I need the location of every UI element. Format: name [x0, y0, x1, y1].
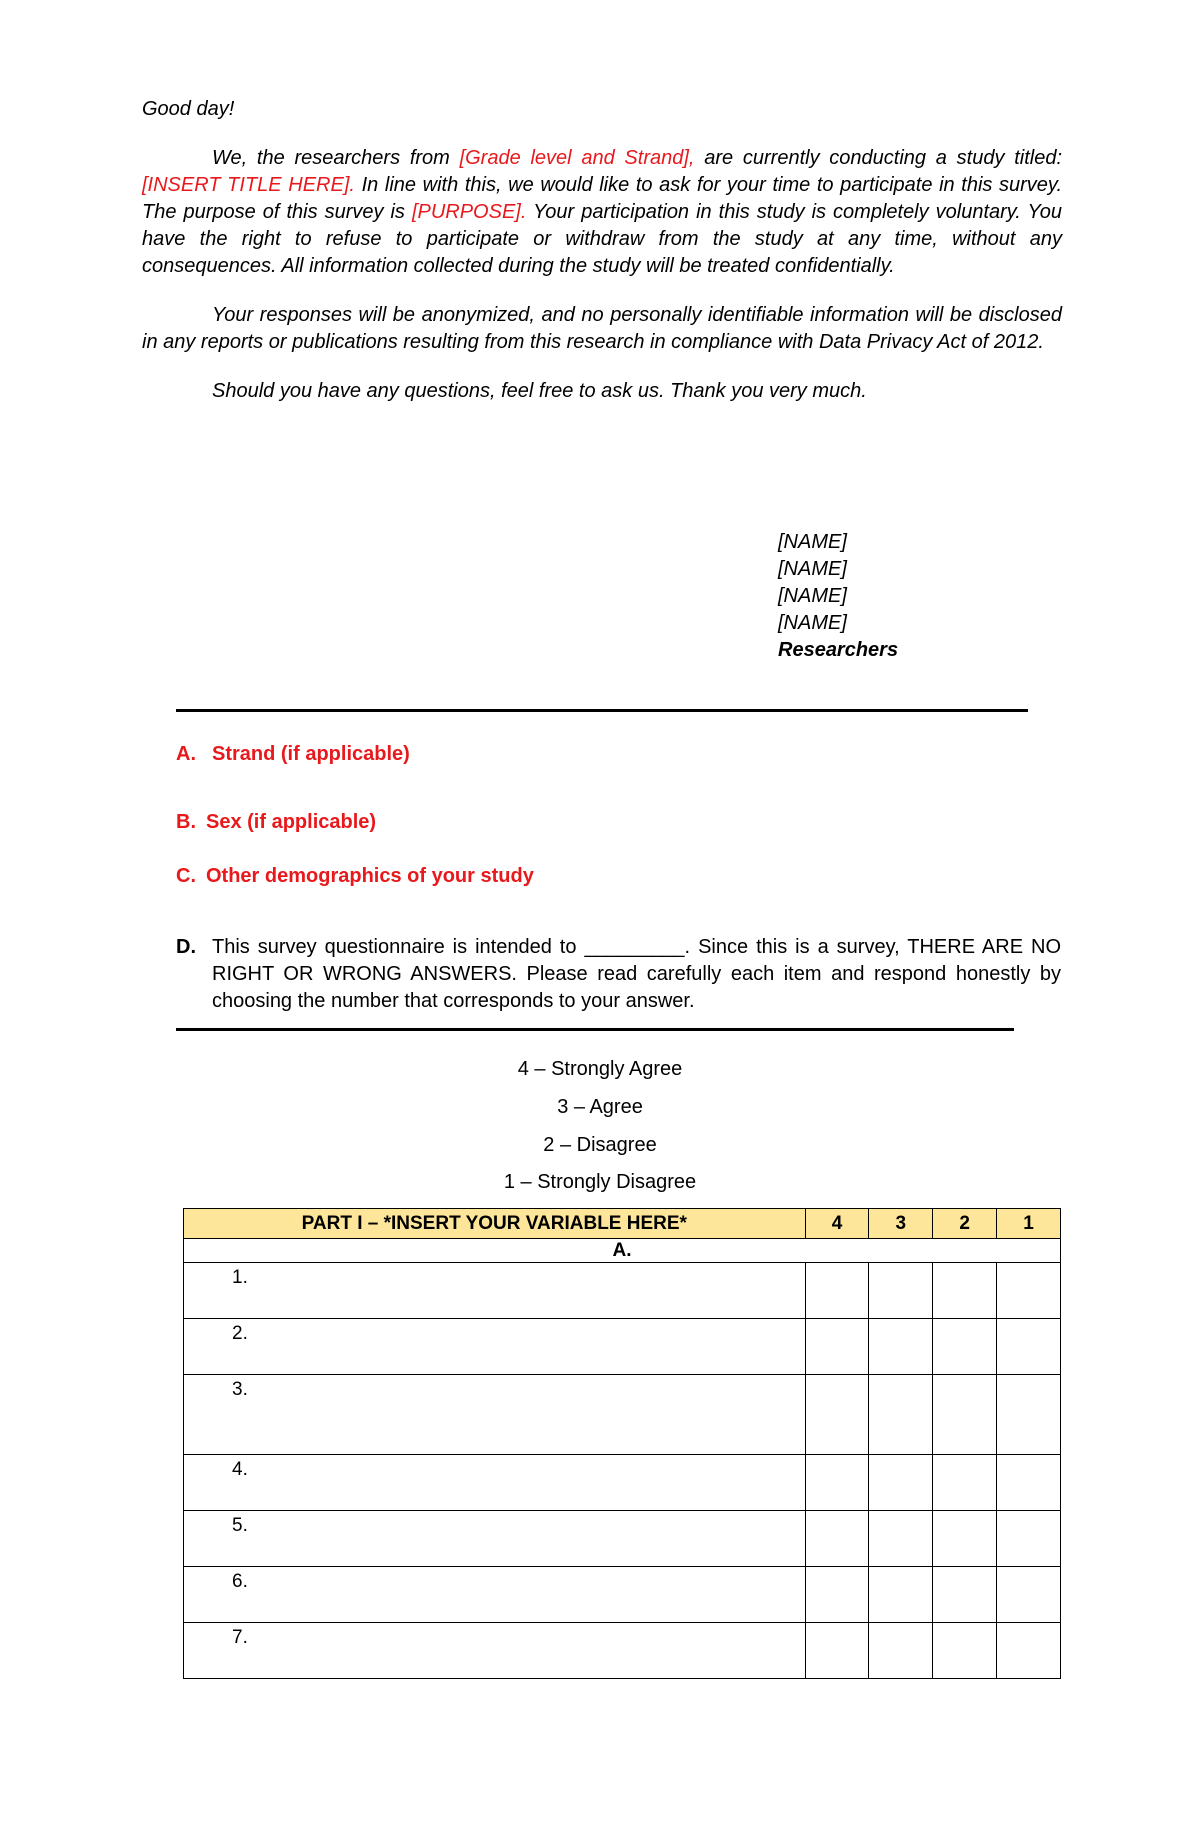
greeting: Good day!	[142, 98, 235, 120]
section-divider	[176, 709, 1028, 712]
answer-cell[interactable]	[805, 1375, 869, 1455]
demographic-label: Strand (if applicable)	[212, 743, 410, 765]
table-row	[184, 1567, 1061, 1623]
table-row	[184, 1623, 1061, 1679]
answer-cell[interactable]	[997, 1319, 1061, 1375]
p1-text-d: Your participation in this study is completely voluntary. You have the right to refuse to participate or withdraw from the study at any time, without any consequences. All information collected during the study will be treated confidentially.	[142, 201, 1062, 277]
p1-text-c: In line with this, we would like to ask for your time to participate in this survey. The purpose of this survey is	[142, 174, 1063, 223]
demographic-strand	[176, 743, 410, 766]
p1-text-b: are currently conducting a study titled:	[694, 147, 1062, 169]
scale-disagree: 2 – Disagree	[543, 1134, 657, 1156]
answer-cell[interactable]	[997, 1623, 1061, 1679]
answer-cell[interactable]	[997, 1567, 1061, 1623]
answer-cell[interactable]	[805, 1455, 869, 1511]
item-number: 2.	[184, 1319, 806, 1375]
signatory-name: [NAME]	[778, 558, 847, 580]
answer-cell[interactable]	[933, 1623, 997, 1679]
item-number: 1.	[184, 1263, 806, 1319]
table-header-row	[184, 1209, 1061, 1239]
answer-cell[interactable]	[997, 1263, 1061, 1319]
answer-cell[interactable]	[933, 1455, 997, 1511]
survey-instruction	[176, 934, 1061, 1015]
demographic-letter: C.	[176, 865, 196, 887]
table-row	[184, 1511, 1061, 1567]
table-header-variable: PART I – *INSERT YOUR VARIABLE HERE*	[184, 1209, 806, 1239]
answer-cell[interactable]	[869, 1263, 933, 1319]
demographic-label: Other demographics of your study	[206, 865, 534, 887]
scale-strongly-disagree: 1 – Strongly Disagree	[503, 1171, 697, 1193]
table-header-score: 3	[869, 1209, 933, 1239]
demographic-label: Sex (if applicable)	[206, 811, 377, 833]
answer-cell[interactable]	[933, 1511, 997, 1567]
grade-placeholder: [Grade level and Strand],	[459, 147, 695, 169]
item-number: 5.	[184, 1511, 806, 1567]
answer-cell[interactable]	[805, 1511, 869, 1567]
instruction-text: This survey questionnaire is intended to _________. Since this is a survey, THERE ARE NO RIGHT OR WRONG ANSWERS. Please read carefully each item and respond honestly by choosing the number that corresponds to your answer.	[212, 936, 1061, 1012]
purpose-placeholder: [PURPOSE].	[411, 201, 527, 223]
answer-cell[interactable]	[997, 1455, 1061, 1511]
answer-cell[interactable]	[933, 1319, 997, 1375]
answer-cell[interactable]	[933, 1375, 997, 1455]
scale-agree: 3 – Agree	[557, 1096, 643, 1118]
letter-paragraph-2: Your responses will be anonymized, and no personally identifiable information will be disclosed in any reports or publications resulting from this research in compliance with Data Privacy Act of 2012.	[142, 304, 1062, 353]
answer-cell[interactable]	[869, 1511, 933, 1567]
answer-cell[interactable]	[933, 1263, 997, 1319]
title-placeholder: [INSERT TITLE HERE].	[142, 174, 355, 196]
demographic-letter: B.	[176, 811, 196, 833]
table-header-score: 2	[933, 1209, 997, 1239]
item-number: 4.	[184, 1455, 806, 1511]
table-subheader-row	[184, 1239, 1061, 1263]
answer-cell[interactable]	[869, 1455, 933, 1511]
table-header-score: 1	[997, 1209, 1061, 1239]
answer-cell[interactable]	[869, 1567, 933, 1623]
item-number: 6.	[184, 1567, 806, 1623]
answer-cell[interactable]	[805, 1263, 869, 1319]
answer-cell[interactable]	[933, 1567, 997, 1623]
answer-cell[interactable]	[869, 1319, 933, 1375]
signatory-name: [NAME]	[778, 585, 847, 607]
signature-block	[778, 529, 898, 664]
table-header-score: 4	[805, 1209, 869, 1239]
signatory-name: [NAME]	[778, 531, 847, 553]
table-row	[184, 1319, 1061, 1375]
table-row	[184, 1263, 1061, 1319]
signatory-name: [NAME]	[778, 612, 847, 634]
instruction-letter: D.	[176, 936, 196, 958]
answer-cell[interactable]	[997, 1511, 1061, 1567]
instruction-divider	[176, 1028, 1014, 1031]
table-row	[184, 1455, 1061, 1511]
item-number: 3.	[184, 1375, 806, 1455]
answer-cell[interactable]	[805, 1623, 869, 1679]
answer-cell[interactable]	[805, 1567, 869, 1623]
answer-cell[interactable]	[869, 1375, 933, 1455]
scale-strongly-agree: 4 – Strongly Agree	[517, 1058, 683, 1080]
letter-paragraph-3: Should you have any questions, feel free to ask us. Thank you very much.	[212, 380, 867, 402]
survey-table	[183, 1208, 1061, 1679]
demographic-other	[176, 865, 534, 888]
demographic-letter: A.	[176, 743, 196, 765]
p1-text-a: We, the researchers from	[212, 147, 460, 169]
demographic-sex	[176, 811, 376, 834]
item-number: 7.	[184, 1623, 806, 1679]
table-row	[184, 1375, 1061, 1455]
letter-paragraph-1	[142, 145, 1062, 280]
answer-cell[interactable]	[997, 1375, 1061, 1455]
table-subheader: A.	[184, 1239, 1061, 1263]
signatory-role: Researchers	[778, 639, 899, 661]
answer-cell[interactable]	[869, 1623, 933, 1679]
cover-letter	[142, 96, 1062, 427]
answer-cell[interactable]	[805, 1319, 869, 1375]
